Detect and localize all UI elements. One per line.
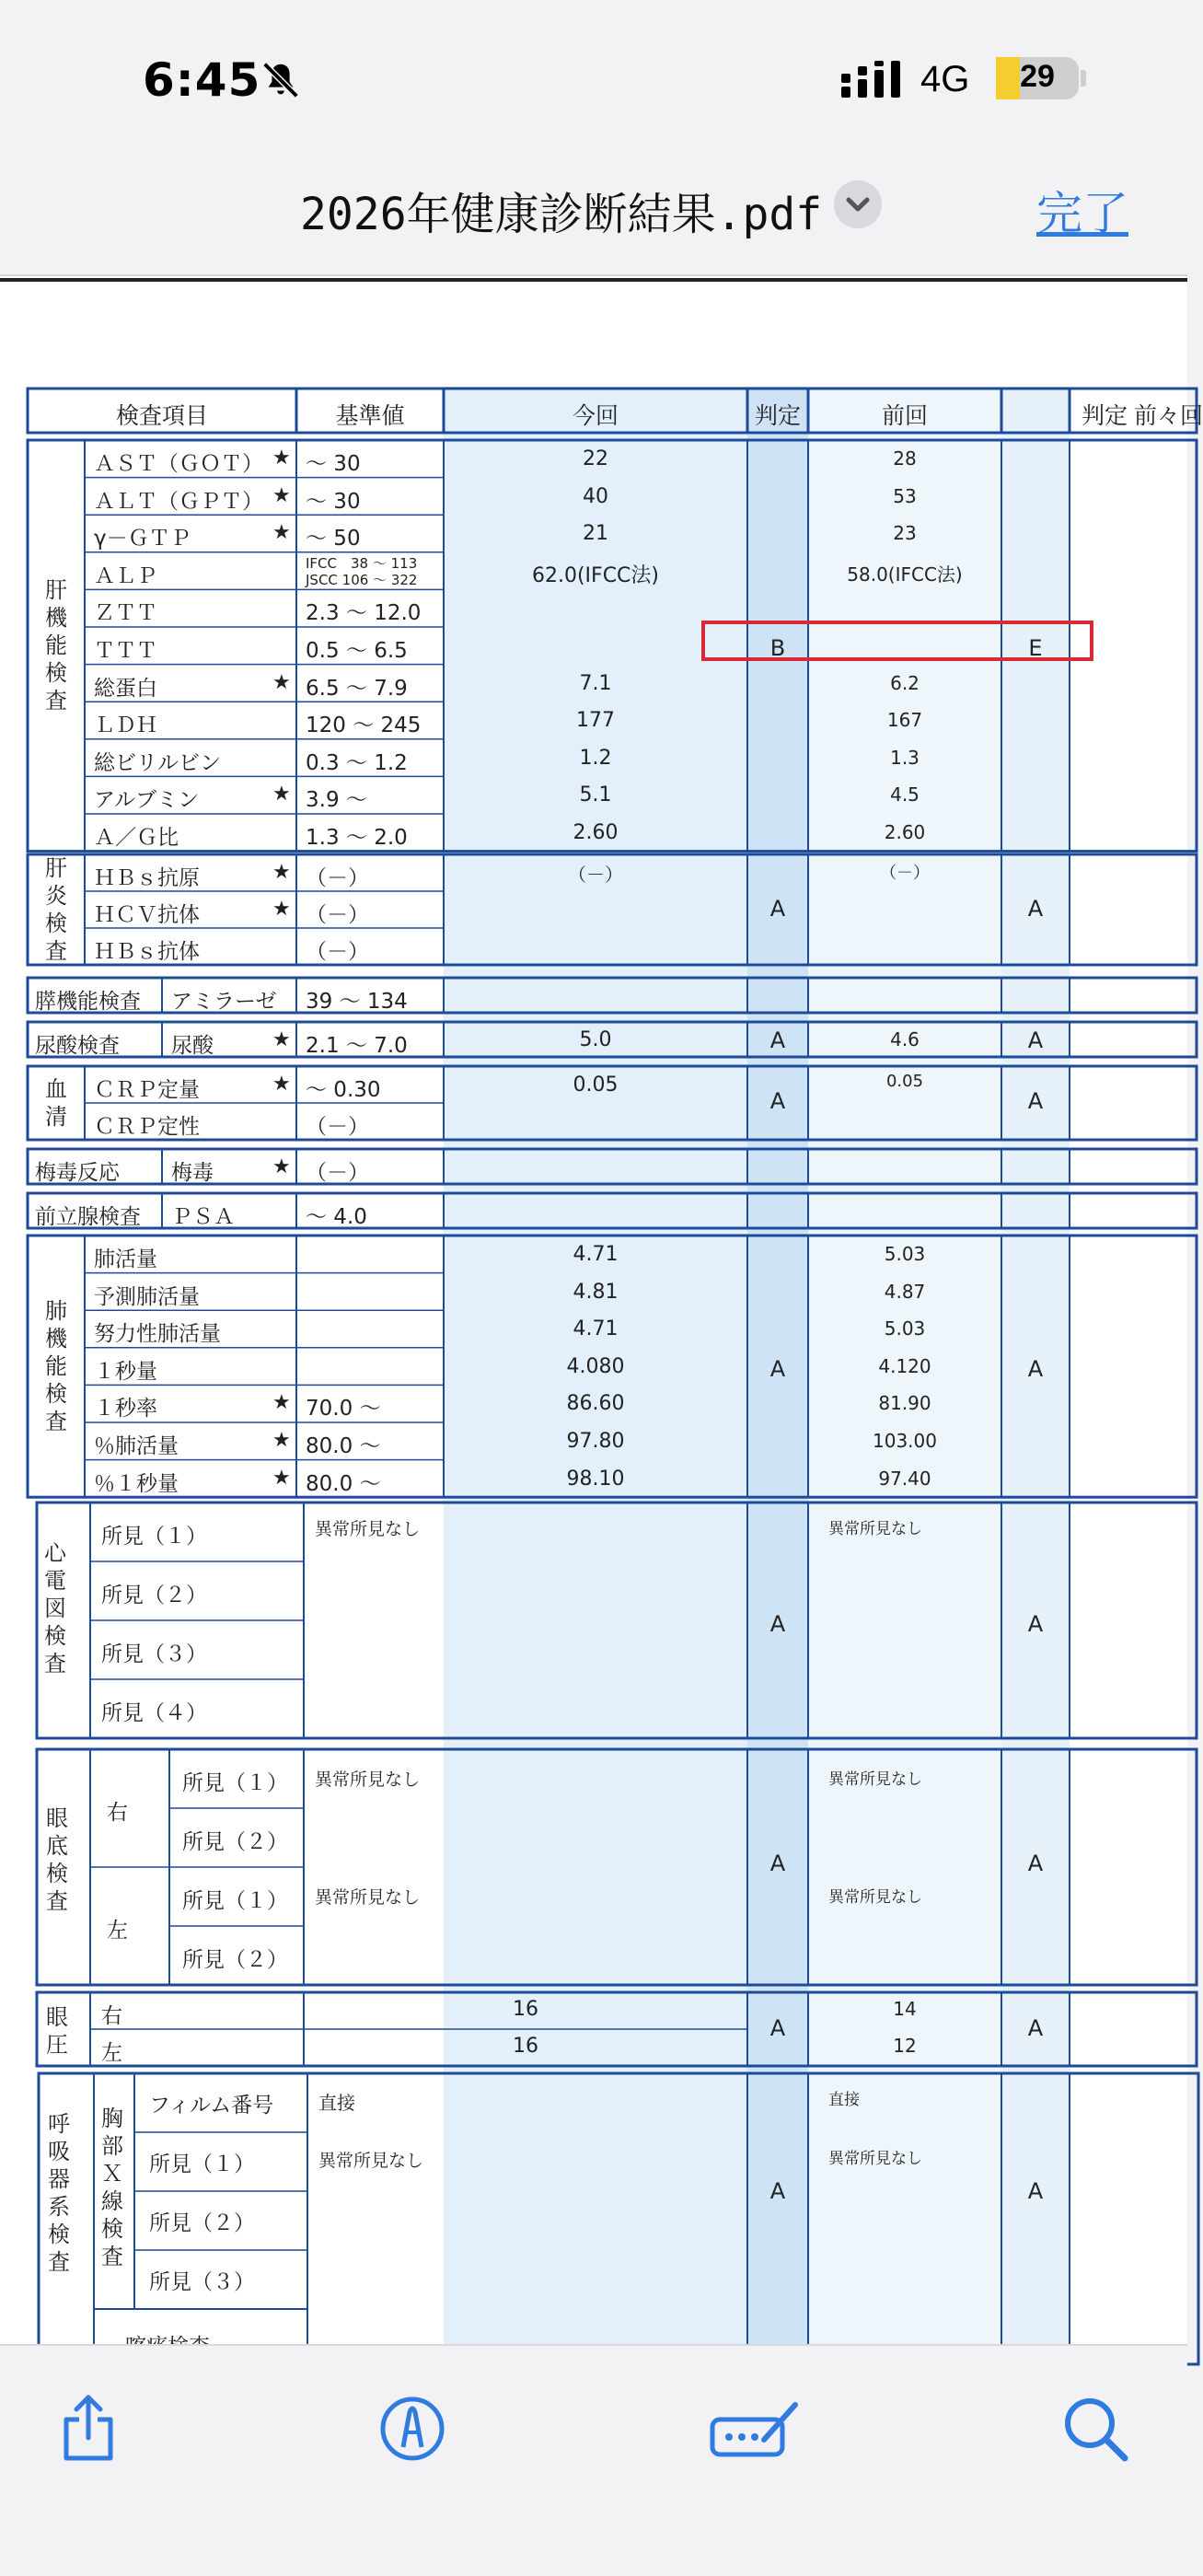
pdf-page[interactable] bbox=[0, 276, 1203, 2344]
current-value: 4.71 bbox=[573, 1317, 619, 1341]
star-mark: ★ bbox=[272, 1155, 291, 1178]
previous-value: 異常所見なし bbox=[828, 1520, 922, 1538]
star-mark: ★ bbox=[272, 1028, 291, 1051]
document-title[interactable]: 2026年健康診断結果.pdf bbox=[300, 189, 823, 240]
current-value: 1.2 bbox=[579, 746, 612, 770]
previous-value: 97.40 bbox=[878, 1467, 931, 1490]
network-type: 4G bbox=[920, 59, 970, 99]
judge2-value: E bbox=[1028, 635, 1043, 661]
item-name: ＨＢｓ抗体 bbox=[94, 940, 200, 964]
current-value: 62.0(IFCC法) bbox=[531, 563, 660, 587]
subgroup-label: 胸部Ｘ線検査 bbox=[101, 2106, 123, 2269]
side-label: 左 bbox=[101, 2041, 122, 2065]
previous-value: 5.03 bbox=[884, 1243, 926, 1265]
reference-value: 0.5 ～ 6.5 bbox=[306, 639, 408, 663]
current-value: 4.71 bbox=[573, 1243, 619, 1266]
item-name: 所見（２） bbox=[182, 1830, 288, 1854]
star-mark: ★ bbox=[272, 447, 291, 470]
current-value: 5.1 bbox=[579, 783, 612, 807]
current-value: 97.80 bbox=[566, 1430, 625, 1453]
chevron-down-icon bbox=[834, 180, 882, 228]
group-label: 尿酸検査 bbox=[35, 1034, 120, 1058]
bottom-toolbar bbox=[0, 2344, 1187, 2576]
markup-icon[interactable] bbox=[376, 2392, 449, 2466]
current-value: 異常所見なし bbox=[315, 1770, 421, 1790]
current-value: 177 bbox=[576, 709, 615, 733]
reference-value: 3.9 ～ bbox=[306, 788, 367, 813]
side-label: 右 bbox=[107, 1801, 128, 1825]
judge2-value: A bbox=[1027, 2015, 1044, 2041]
group-label: 肺機能検査 bbox=[45, 1298, 67, 1435]
item-name: 肺活量 bbox=[94, 1247, 157, 1271]
star-mark: ★ bbox=[272, 670, 291, 694]
reference-value: IFCC 38 ～ 113 bbox=[306, 554, 418, 572]
reference-value: ～ 30 bbox=[306, 452, 361, 476]
current-value: 16 bbox=[513, 1998, 538, 2021]
judge-value: A bbox=[769, 2015, 786, 2041]
star-mark: ★ bbox=[272, 521, 291, 545]
reference-value: 80.0 ～ bbox=[306, 1471, 381, 1496]
current-value: 7.1 bbox=[579, 671, 612, 695]
judge-value: A bbox=[769, 1355, 786, 1382]
item-name: 総蛋白 bbox=[94, 676, 157, 701]
judge2-value: A bbox=[1027, 1355, 1044, 1382]
item-name: フィルム番号 bbox=[149, 2094, 274, 2118]
item-name: 所見（４） bbox=[101, 1701, 207, 1725]
previous-value: 81.90 bbox=[878, 1392, 931, 1415]
star-mark: ★ bbox=[272, 1073, 291, 1096]
star-mark: ★ bbox=[272, 1391, 291, 1415]
judge2-value: A bbox=[1027, 1027, 1044, 1053]
item-name: Ａ／Ｇ比 bbox=[94, 826, 179, 850]
current-value: 2.60 bbox=[573, 821, 619, 844]
current-value: 98.10 bbox=[566, 1467, 625, 1491]
reference-value: 2.1 ～ 7.0 bbox=[306, 1034, 408, 1058]
battery-level: 29 bbox=[1020, 59, 1055, 94]
reference-value: 0.3 ～ 1.2 bbox=[306, 750, 408, 775]
group-label: 前立腺検査 bbox=[35, 1205, 141, 1229]
previous-value: 167 bbox=[886, 709, 923, 732]
judge-value: A bbox=[769, 896, 786, 922]
previous-value: 5.03 bbox=[884, 1317, 926, 1340]
previous-value: 直接 bbox=[828, 2091, 860, 2109]
item-name: ＡＬＰ bbox=[94, 563, 157, 588]
previous-value: （－） bbox=[880, 864, 930, 883]
reference-value: （－） bbox=[306, 940, 369, 964]
highlight-box bbox=[701, 621, 1093, 661]
battery-nub bbox=[1081, 70, 1086, 87]
previous-value: 4.120 bbox=[878, 1354, 931, 1377]
previous-value: 58.0(IFCC法) bbox=[847, 563, 963, 586]
star-mark: ★ bbox=[272, 898, 291, 921]
reference-value: 70.0 ～ bbox=[306, 1397, 381, 1421]
star-mark: ★ bbox=[272, 861, 291, 884]
reference-value: 80.0 ～ bbox=[306, 1434, 381, 1458]
item-name: ＰＳＡ bbox=[171, 1205, 235, 1229]
group-label: 眼圧 bbox=[46, 2004, 68, 2058]
header-judge2: 判定 bbox=[1081, 402, 1128, 429]
item-name: ＨＣＶ抗体 bbox=[94, 903, 200, 927]
battery-icon bbox=[996, 57, 1079, 99]
previous-value: 53 bbox=[893, 484, 917, 507]
reference-value: ～ 4.0 bbox=[306, 1205, 367, 1229]
edit-icon[interactable] bbox=[709, 2392, 801, 2466]
side-label: 右 bbox=[101, 2004, 122, 2028]
current-value: 5.0 bbox=[579, 1028, 612, 1051]
item-name: ＺＴＴ bbox=[94, 601, 157, 626]
reference-value: （－） bbox=[306, 903, 369, 927]
group-label: 心電図検査 bbox=[44, 1540, 66, 1677]
item-name: ％１秒量 bbox=[94, 1471, 179, 1496]
bell-slash-icon bbox=[260, 59, 302, 101]
item-name: ＡＬＴ（ＧＰＴ） bbox=[94, 489, 263, 514]
item-name: アルブミン bbox=[94, 788, 200, 813]
item-name: 所見（１） bbox=[182, 1889, 288, 1913]
previous-value: 1.3 bbox=[890, 746, 920, 769]
reference-value: ～ 30 bbox=[306, 489, 361, 514]
group-label: 肝機能検査 bbox=[45, 577, 67, 714]
group-label: 膵機能検査 bbox=[35, 990, 141, 1014]
reference-value: ～ 50 bbox=[306, 527, 361, 551]
previous-value: 2.60 bbox=[884, 821, 926, 843]
current-value: 0.05 bbox=[573, 1073, 619, 1097]
reference-value: 2.3 ～ 12.0 bbox=[306, 601, 422, 626]
previous-value: 異常所見なし bbox=[828, 2150, 922, 2168]
item-name: １秒率 bbox=[94, 1397, 157, 1421]
done-button[interactable]: 完了 bbox=[1036, 187, 1128, 240]
previous-value: 4.87 bbox=[884, 1280, 926, 1303]
judge2-value: A bbox=[1027, 1088, 1044, 1114]
reference-value: JSCC 106 ～ 322 bbox=[306, 571, 418, 588]
judge2-value: A bbox=[1027, 896, 1044, 922]
previous-value: 103.00 bbox=[873, 1430, 937, 1452]
group-label: 呼吸器系検査 bbox=[48, 2111, 70, 2275]
current-value: 86.60 bbox=[566, 1392, 625, 1416]
previous-value: 12 bbox=[893, 2035, 917, 2057]
previous-value: 4.6 bbox=[890, 1028, 920, 1050]
judge2-value: A bbox=[1027, 2178, 1044, 2204]
judge2-value: A bbox=[1027, 1851, 1044, 1876]
item-name: １秒量 bbox=[94, 1359, 157, 1384]
item-name: アミラーゼ bbox=[171, 990, 277, 1014]
current-value: 22 bbox=[583, 447, 608, 470]
judge2-value: A bbox=[1027, 1611, 1044, 1637]
reference-value: 1.3 ～ 2.0 bbox=[306, 826, 408, 850]
item-name: ＬＤＨ bbox=[94, 714, 157, 738]
previous-value: 0.05 bbox=[885, 1072, 924, 1091]
item-name: ＣＲＰ定性 bbox=[94, 1115, 200, 1139]
current-value: 21 bbox=[583, 522, 608, 546]
header-current: 今回 bbox=[572, 402, 619, 429]
item-name: 所見（１） bbox=[149, 2152, 255, 2176]
item-name: 尿酸 bbox=[171, 1034, 214, 1058]
group-label: 梅毒反応 bbox=[35, 1161, 120, 1185]
header-reference: 基準値 bbox=[335, 402, 405, 429]
signal-icon bbox=[839, 61, 906, 99]
item-name: ＨＢｓ抗原 bbox=[94, 866, 200, 890]
item-name: 所見（２） bbox=[149, 2211, 255, 2235]
reference-value: （－） bbox=[306, 1161, 369, 1185]
header-before-previous: 前々回 bbox=[1134, 402, 1203, 429]
item-name: 予測肺活量 bbox=[94, 1284, 200, 1309]
judge-value: A bbox=[769, 2178, 786, 2204]
judge-value: A bbox=[769, 1851, 786, 1876]
current-value: 直接 bbox=[318, 2092, 355, 2114]
reference-value: 6.5 ～ 7.9 bbox=[306, 676, 408, 701]
previous-value: 異常所見なし bbox=[828, 1770, 922, 1789]
star-mark: ★ bbox=[272, 483, 291, 507]
reference-value: （－） bbox=[306, 866, 369, 890]
nav-bar bbox=[0, 157, 1187, 276]
search-icon[interactable] bbox=[1058, 2392, 1132, 2466]
previous-value: 4.5 bbox=[890, 783, 920, 806]
share-icon[interactable] bbox=[52, 2392, 125, 2466]
item-name: 所見（２） bbox=[182, 1948, 288, 1972]
previous-value: 23 bbox=[893, 522, 917, 545]
current-value: （－） bbox=[568, 864, 623, 886]
title-menu-button[interactable] bbox=[834, 180, 882, 228]
item-name: γ－ＧＴＰ bbox=[94, 527, 191, 551]
previous-value: 28 bbox=[893, 447, 917, 470]
star-mark: ★ bbox=[272, 783, 291, 806]
item-name: ＡＳＴ（ＧＯＴ） bbox=[94, 452, 263, 476]
current-value: 4.080 bbox=[566, 1354, 625, 1378]
previous-value: 6.2 bbox=[890, 671, 920, 694]
item-name: ＣＲＰ定量 bbox=[94, 1078, 200, 1102]
current-value: 異常所見なし bbox=[318, 2151, 424, 2171]
item-name: ＴＴＴ bbox=[94, 639, 157, 663]
group-label: 眼底検査 bbox=[46, 1805, 68, 1914]
current-value: 異常所見なし bbox=[315, 1519, 421, 1539]
judge-value: A bbox=[769, 1611, 786, 1637]
item-name: 所見（２） bbox=[101, 1584, 207, 1607]
current-value: 40 bbox=[583, 484, 608, 508]
item-name: 所見（３） bbox=[101, 1642, 207, 1666]
item-name: 努力性肺活量 bbox=[94, 1322, 221, 1347]
status-time: 6:45 bbox=[143, 53, 261, 107]
side-label: 左 bbox=[107, 1919, 128, 1943]
reference-value: 39 ～ 134 bbox=[306, 990, 408, 1014]
previous-value: 異常所見なし bbox=[828, 1888, 922, 1907]
header-previous: 前回 bbox=[881, 402, 928, 429]
header-item: 検査項目 bbox=[115, 402, 208, 429]
item-name: 総ビリルビン bbox=[94, 750, 221, 775]
star-mark: ★ bbox=[272, 1429, 291, 1452]
item-name: 所見（１） bbox=[101, 1525, 207, 1549]
star-mark: ★ bbox=[272, 1466, 291, 1490]
reference-value: （－） bbox=[306, 1115, 369, 1139]
previous-value: 14 bbox=[893, 1998, 917, 2020]
current-value: 16 bbox=[513, 2035, 538, 2058]
item-name: ％肺活量 bbox=[94, 1434, 179, 1458]
item-name: 所見（１） bbox=[182, 1771, 288, 1795]
judge-value: A bbox=[769, 1027, 786, 1053]
header-judge: 判定 bbox=[754, 402, 801, 429]
judge-value: A bbox=[769, 1088, 786, 1114]
judge-value: B bbox=[769, 635, 786, 661]
reference-value: ～ 0.30 bbox=[306, 1078, 381, 1102]
status-bar bbox=[0, 0, 1187, 157]
reference-value: 120 ～ 245 bbox=[306, 714, 422, 738]
group-label: 肝炎検査 bbox=[45, 855, 67, 964]
item-name: 梅毒 bbox=[171, 1161, 214, 1185]
group-label: 血清 bbox=[45, 1076, 67, 1130]
current-value: 4.81 bbox=[573, 1280, 619, 1304]
current-value: 異常所見なし bbox=[315, 1887, 421, 1908]
item-name: 所見（３） bbox=[149, 2270, 255, 2294]
